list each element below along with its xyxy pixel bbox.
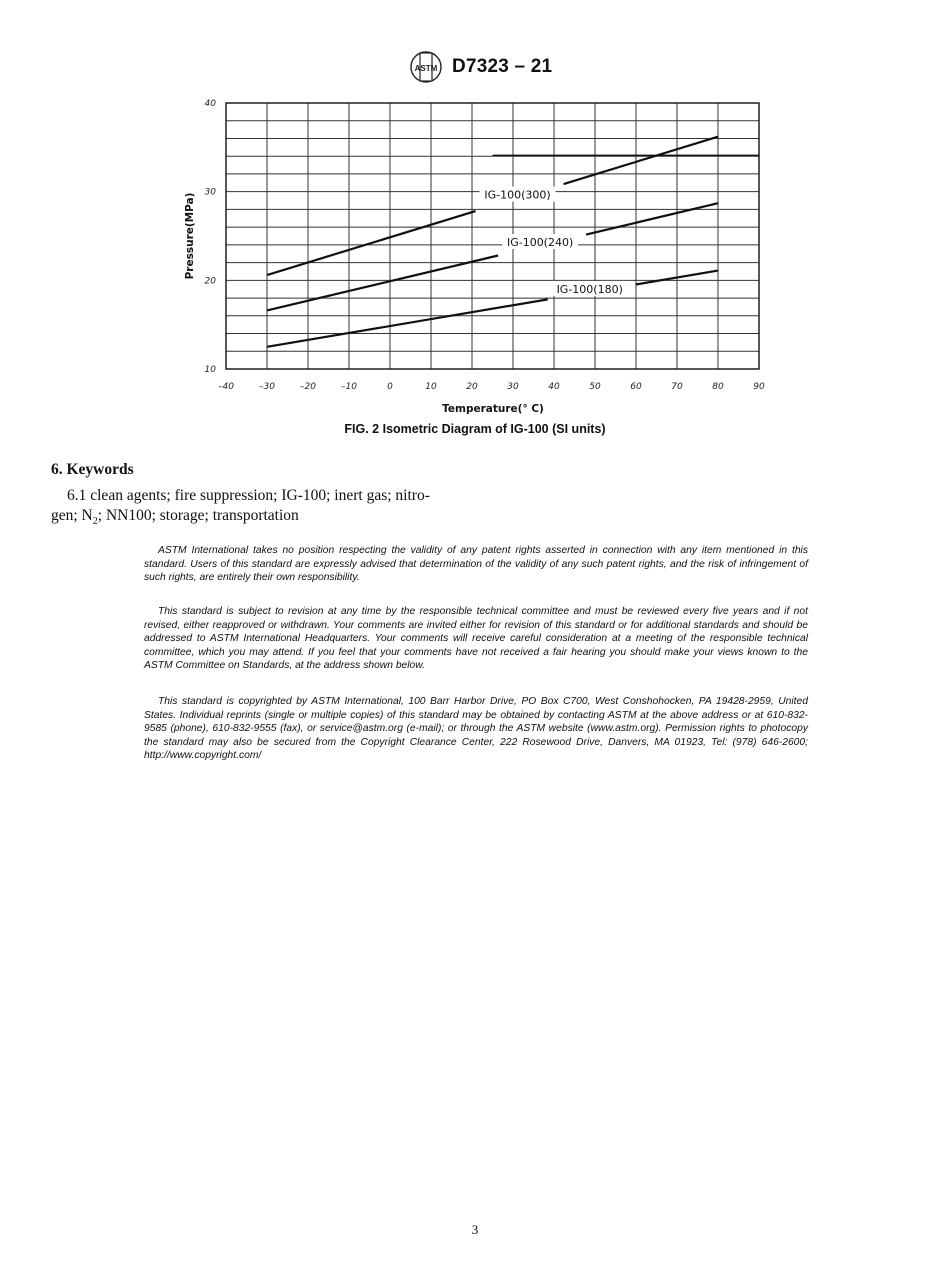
x-tick-label: 60: [630, 382, 642, 392]
series-label: IG-100(300): [484, 188, 551, 202]
x-tick-label: –40: [218, 382, 234, 392]
page-header: [0, 50, 950, 84]
plot-frame: [226, 103, 759, 369]
x-tick-label: 40: [548, 382, 560, 392]
patent-notice: [144, 544, 808, 585]
copyright-notice: [144, 695, 808, 763]
series-line-segment: [267, 211, 476, 275]
keywords-line-1: 6.1 clean agents; fire suppression; IG-100; inert gas; nitro-: [67, 487, 430, 504]
section-heading: 6. Keywords: [51, 461, 134, 478]
subscript-2: 2: [92, 516, 98, 528]
svg-text:ASTM: ASTM: [414, 64, 438, 73]
x-tick-label: 80: [712, 382, 724, 392]
y-tick-label: 20: [204, 276, 216, 287]
keywords-text-a: gen; N: [51, 507, 93, 524]
section-body: [51, 486, 471, 532]
x-tick-label: 90: [753, 382, 765, 392]
series-label: IG-100(180): [556, 282, 623, 296]
series-line-segment: [267, 299, 548, 346]
x-tick-label: 50: [589, 382, 601, 392]
tick-labels-layer: [205, 99, 765, 392]
revision-notice-text: This standard is subject to revision at any time by the responsible technical committee and must be reviewed every five years and if not revised, either reapproved or withdrawn. Your comments are invited either for revision of this standard or for additional standards and should be addressed to ASTM International Headquarters. Your comments will receive careful consideration at a meeting of the responsible technical committee, which you may attend. If you feel that your comments have not received a fair hearing you should make your views known to the ASTM Committee on Standards, at the address shown below.: [144, 606, 808, 672]
series-label: IG-100(240): [506, 236, 574, 250]
patent-notice-text: ASTM International takes no position respecting the validity of any patent rights asserted in connection with any item mentioned in this standard. Users of this standard are expressly advised that determination of the validity of any such patent rights, and the risk of infringement of such rights, are entirely their own responsibility.: [144, 545, 808, 584]
isometric-chart: [0, 92, 950, 422]
page-number: 3: [471, 1222, 479, 1237]
figure-caption: FIG. 2 Isometric Diagram of IG-100 (SI units): [344, 422, 606, 436]
standard-designation: D7323 – 21: [452, 56, 553, 77]
x-tick-label: 30: [507, 382, 519, 392]
y-tick-label: 10: [204, 365, 216, 375]
series-line-segment: [564, 137, 718, 184]
x-tick-label: 20: [466, 382, 478, 392]
x-tick-label: 70: [671, 382, 683, 392]
keywords-line-2: [51, 507, 299, 528]
chart-grid: [226, 103, 759, 369]
series-line-segment: [586, 203, 718, 234]
y-tick-label: 40: [204, 99, 216, 109]
revision-notice: [144, 605, 808, 673]
keywords-text-b: ; NN100; storage; transportation: [97, 507, 299, 524]
x-tick-label: –10: [341, 382, 357, 392]
y-tick-label: 30: [204, 187, 216, 198]
x-axis-title: Temperature(° C): [442, 403, 544, 415]
x-tick-label: 10: [425, 382, 437, 392]
y-axis-title: Pressure(MPa): [184, 192, 196, 280]
copyright-notice-text: This standard is copyrighted by ASTM International, 100 Barr Harbor Drive, PO Box C700, West Conshohocken, PA 19428-2959, United States. Individual reprints (single or multiple copies) of this standard may be obtained by contacting ASTM at the above address or at 610-832-9585 (phone), 610-832-9555 (fax), or service@astm.org (e-mail); or through the ASTM website (www.astm.org). Permission rights to photocopy the standard may also be secured from the Copyright Clearance Center, 222 Rosewood Drive, Danvers, MA 01923, Tel: (978) 646-2600; http://www.copyright.com/: [144, 696, 808, 762]
x-tick-label: –20: [300, 382, 316, 392]
astm-logo: [408, 50, 444, 84]
x-tick-label: –30: [259, 382, 275, 392]
x-tick-label: 0: [387, 382, 393, 392]
